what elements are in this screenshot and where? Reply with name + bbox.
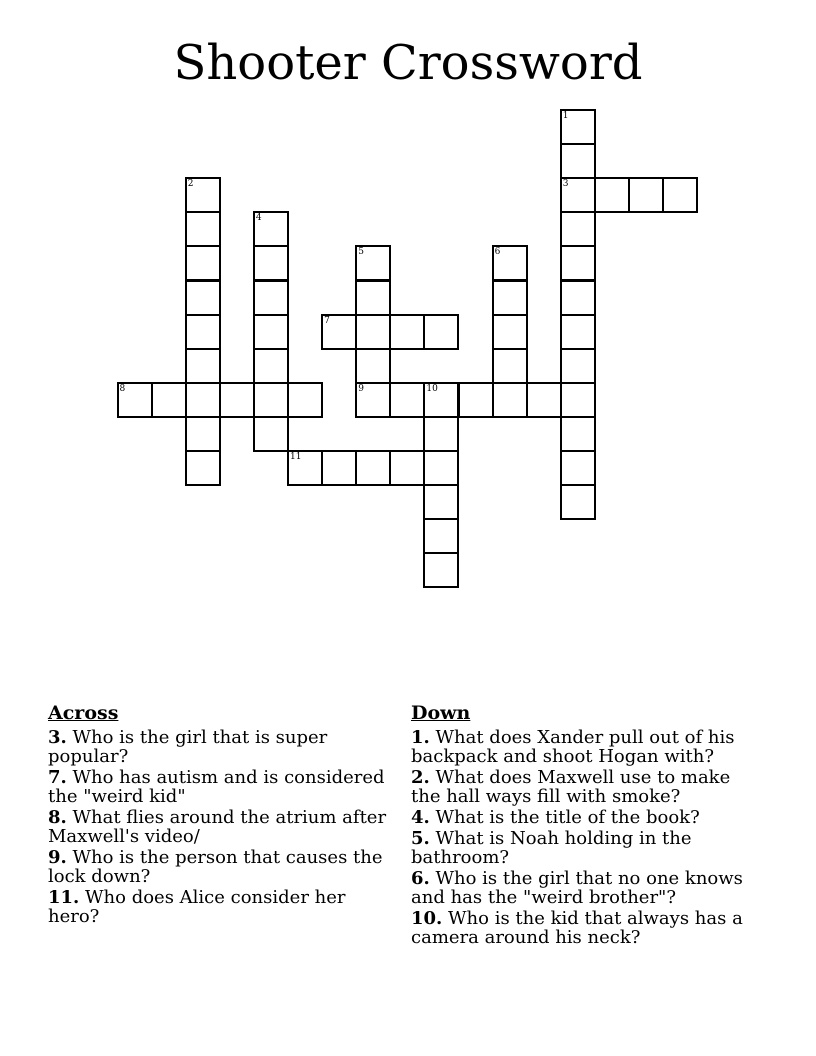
cell-number: 8 [119,383,126,394]
across-clue [48,848,388,886]
down-clue [411,768,756,806]
down-clue [411,869,756,907]
grid-cell[interactable] [185,280,221,316]
clue-text: Who does Alice consider her hero? [48,887,346,927]
across-heading: Across [48,702,119,724]
grid-cell[interactable] [492,348,528,384]
clue-text: Who is the girl that no one knows and has the "weird brother"? [411,868,743,908]
grid-cell[interactable] [355,348,391,384]
grid-cell[interactable] [253,348,289,384]
grid-cell[interactable] [560,348,596,384]
grid-cell[interactable] [253,314,289,350]
grid-cell[interactable] [628,177,664,213]
cell-number: 6 [494,247,501,258]
across-clue [48,808,388,846]
page-title: Shooter Crossword [173,35,643,91]
clue-number: 5. [411,828,430,849]
clue-number: 1. [411,727,430,748]
clue-number: 4. [411,807,430,828]
grid-cell[interactable] [117,382,153,418]
grid-cell[interactable] [321,450,357,486]
clue-number: 8. [48,807,67,828]
grid-cell[interactable] [423,416,459,452]
grid-cell[interactable] [389,382,425,418]
grid-cell[interactable] [287,450,323,486]
clue-number: 10. [411,908,443,929]
grid-cell[interactable] [560,314,596,350]
down-clue [411,728,756,766]
grid-cell[interactable] [389,450,425,486]
grid-cell[interactable] [253,280,289,316]
clue-text: Who has autism and is considered the "weird kid" [48,767,385,807]
down-clue [411,829,756,867]
grid-cell[interactable] [423,484,459,520]
grid-cell[interactable] [151,382,187,418]
down-heading: Down [411,702,471,724]
cell-number: 4 [255,213,262,224]
clue-number: 2. [411,767,430,788]
grid-cell[interactable] [423,450,459,486]
cell-number: 11 [290,452,302,462]
clue-number: 11. [48,887,80,908]
grid-cell[interactable] [253,382,289,418]
across-clues [48,702,388,928]
clue-text: Who is the kid that always has a camera around his neck? [411,908,743,948]
grid-cell[interactable] [492,280,528,316]
grid-cell[interactable] [253,416,289,452]
cell-number: 1 [562,111,569,121]
grid-cell[interactable] [219,382,255,418]
cell-number: 7 [324,315,330,326]
grid-cell[interactable] [185,211,221,247]
grid-cell[interactable] [185,177,221,213]
grid-cell[interactable] [287,382,323,418]
clue-text: What does Xander pull out of his backpack and shoot Hogan with? [411,727,735,767]
grid-cell[interactable] [355,245,391,281]
cell-number: 9 [358,383,364,394]
grid-cell[interactable] [423,518,459,554]
grid-cell[interactable] [526,382,562,418]
clue-number: 7. [48,767,67,788]
grid-cell[interactable] [355,450,391,486]
grid-cell[interactable] [662,177,698,213]
grid-cell[interactable] [492,382,528,418]
grid-cell[interactable] [560,416,596,452]
grid-cell[interactable] [355,382,391,418]
clue-text: Who is the girl that is super popular? [48,727,328,767]
grid-cell[interactable] [423,552,459,588]
down-clue [411,909,756,947]
grid-cell[interactable] [458,382,494,418]
clue-text: What is the title of the book? [429,807,700,828]
grid-cell[interactable] [355,280,391,316]
grid-cell[interactable] [560,484,596,520]
grid-cell[interactable] [389,314,425,350]
grid-cell[interactable] [423,314,459,350]
clue-number: 3. [48,727,67,748]
across-clue [48,728,388,766]
grid-cell[interactable] [560,450,596,486]
grid-cell[interactable] [560,143,596,179]
grid-cell[interactable] [560,211,596,247]
grid-cell[interactable] [185,245,221,281]
grid-cell[interactable] [185,416,221,452]
down-clues [411,702,756,949]
grid-cell[interactable] [185,314,221,350]
clue-number: 6. [411,868,430,889]
grid-cell[interactable] [560,177,596,213]
grid-cell[interactable] [594,177,630,213]
cell-number: 10 [426,383,438,394]
grid-cell[interactable] [560,280,596,316]
across-clue [48,888,388,926]
down-clue [411,808,756,827]
grid-cell[interactable] [253,211,289,247]
grid-cell[interactable] [492,314,528,350]
grid-cell[interactable] [560,109,596,145]
clue-text: Who is the person that causes the lock down? [48,847,383,887]
clue-text: What does Maxwell use to make the hall ways fill with smoke? [411,767,731,807]
clue-number: 9. [48,847,67,868]
grid-cell[interactable] [185,348,221,384]
clue-text: What is Noah holding in the bathroom? [411,828,692,868]
grid-cell[interactable] [185,450,221,486]
cell-number: 2 [187,179,194,190]
across-clue [48,768,388,806]
cell-number: 3 [562,179,569,190]
grid-cell[interactable] [560,382,596,418]
grid-cell[interactable] [560,245,596,281]
grid-cell[interactable] [492,245,528,281]
grid-cell[interactable] [185,382,221,418]
grid-cell[interactable] [253,245,289,281]
clue-text: What flies around the atrium after Maxwell's video/ [48,807,387,847]
grid-cell[interactable] [321,314,357,350]
grid-cell[interactable] [423,382,459,418]
grid-cell[interactable] [355,314,391,350]
cell-number: 5 [358,247,364,258]
across-clue-list [48,728,388,926]
down-clue-list [411,728,756,947]
